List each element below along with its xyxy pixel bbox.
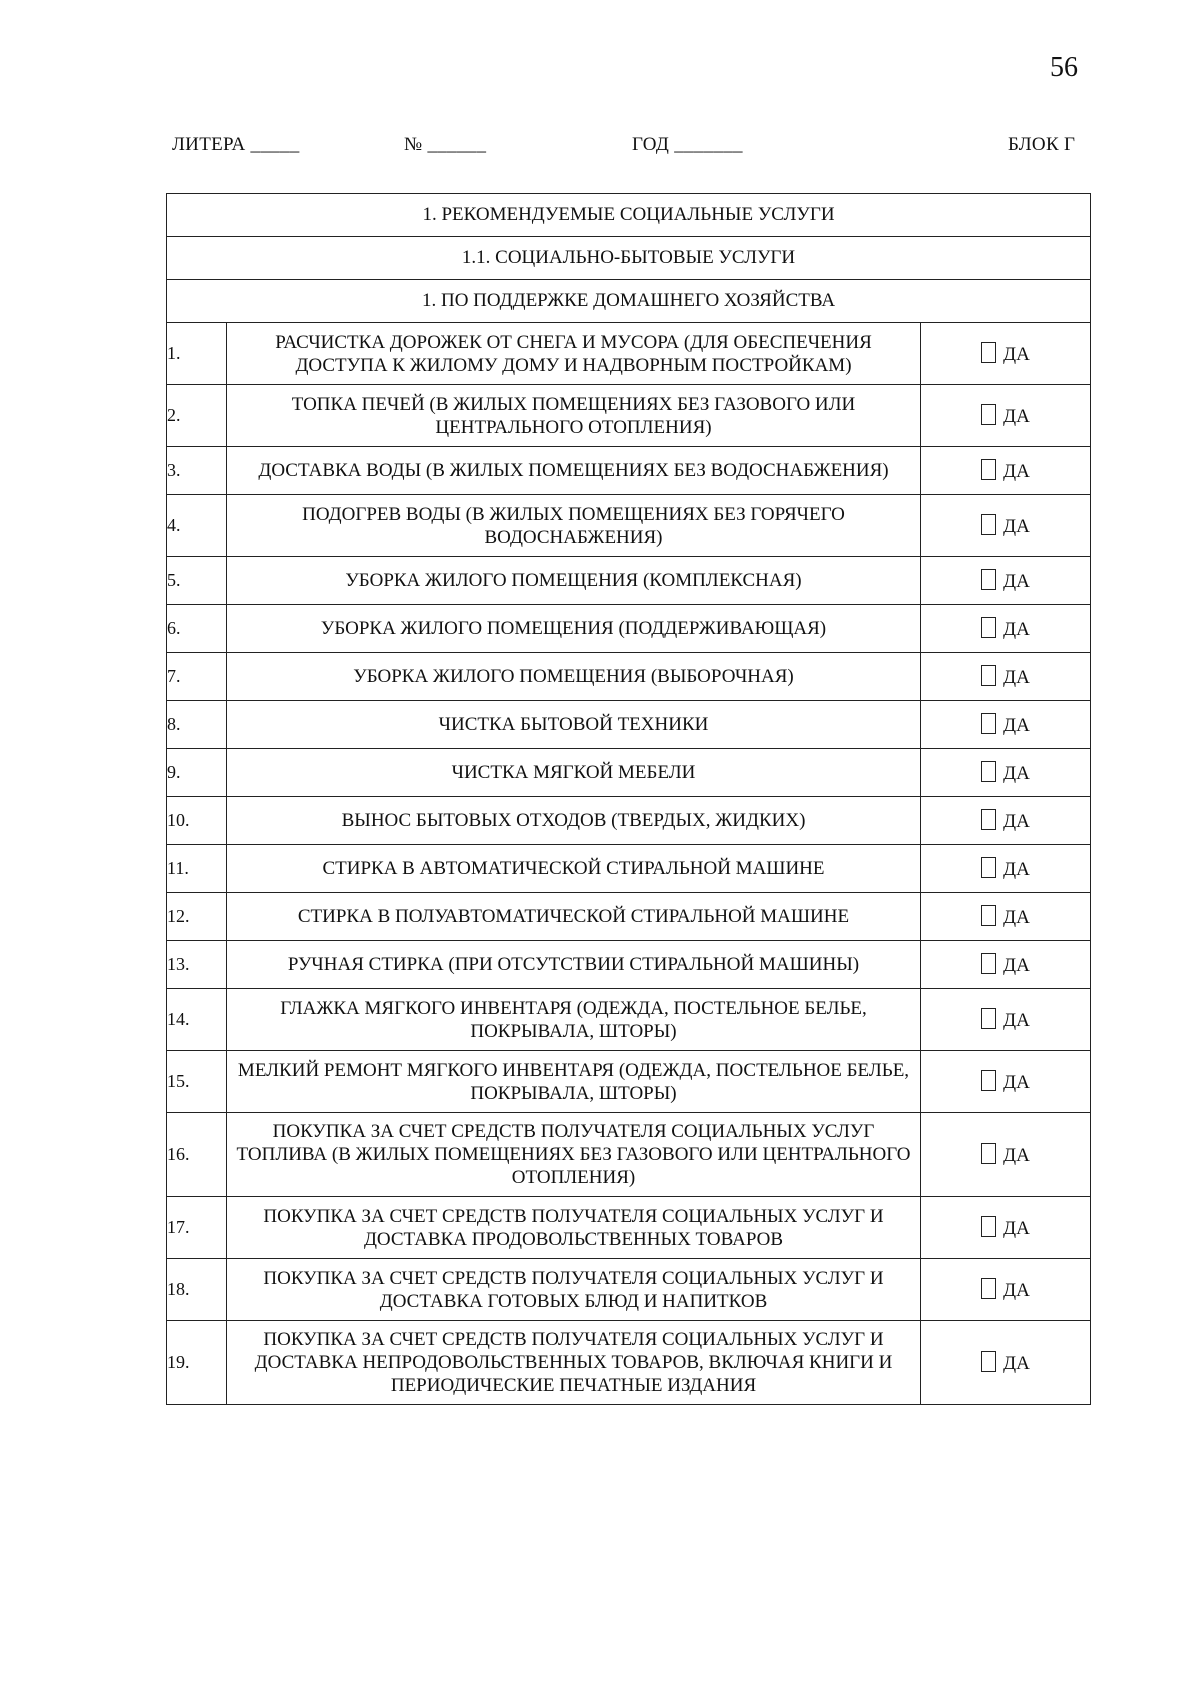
item-number: 4. [167,495,227,557]
yes-label: ДА [1003,618,1030,640]
yes-checkbox[interactable] [981,459,996,480]
table-row [167,1259,1091,1321]
section-group-row [167,280,1091,323]
yes-checkbox[interactable] [981,713,996,734]
answer-cell [921,557,1091,605]
yes-checkbox[interactable] [981,857,996,878]
item-number: 12. [167,893,227,941]
item-description: ПОКУПКА ЗА СЧЕТ СРЕДСТВ ПОЛУЧАТЕЛЯ СОЦИАЛЬНЫХ УСЛУГ И ДОСТАВКА НЕПРОДОВОЛЬСТВЕННЫХ ТОВАРОВ, ВКЛЮЧАЯ КНИГИ И ПЕРИОДИЧЕСКИЕ ПЕЧАТНЫЕ ИЗДАНИЯ [227,1321,921,1405]
yes-checkbox[interactable] [981,809,996,830]
item-description: ЧИСТКА МЯГКОЙ МЕБЕЛИ [227,749,921,797]
item-description: МЕЛКИЙ РЕМОНТ МЯГКОГО ИНВЕНТАРЯ (ОДЕЖДА, ПОСТЕЛЬНОЕ БЕЛЬЕ, ПОКРЫВАЛА, ШТОРЫ) [227,1051,921,1113]
yes-checkbox[interactable] [981,1008,996,1029]
yes-label: ДА [1003,762,1030,784]
answer-cell [921,797,1091,845]
item-number: 11. [167,845,227,893]
yes-checkbox[interactable] [981,1216,996,1237]
yes-checkbox[interactable] [981,1278,996,1299]
table-row [167,447,1091,495]
block-label: БЛОК Г [1008,134,1076,155]
yes-label: ДА [1003,954,1030,976]
answer-cell [921,605,1091,653]
litera-field: ЛИТЕРА _____ [172,134,300,155]
item-number: 3. [167,447,227,495]
item-number: 6. [167,605,227,653]
item-description: ПОДОГРЕВ ВОДЫ (В ЖИЛЫХ ПОМЕЩЕНИЯХ БЕЗ ГОРЯЧЕГО ВОДОСНАБЖЕНИЯ) [227,495,921,557]
table-row [167,385,1091,447]
answer-cell [921,1197,1091,1259]
section-subtitle: 1.1. СОЦИАЛЬНО-БЫТОВЫЕ УСЛУГИ [167,237,1091,280]
table-row [167,605,1091,653]
yes-checkbox[interactable] [981,342,996,363]
yes-checkbox[interactable] [981,1143,996,1164]
item-number: 9. [167,749,227,797]
section-subtitle-row [167,237,1091,280]
item-description: УБОРКА ЖИЛОГО ПОМЕЩЕНИЯ (ВЫБОРОЧНАЯ) [227,653,921,701]
page-number: 56 [1050,52,1078,83]
table-row [167,323,1091,385]
services-table [166,193,1091,1405]
table-row [167,495,1091,557]
item-description: СТИРКА В ПОЛУАВТОМАТИЧЕСКОЙ СТИРАЛЬНОЙ МАШИНЕ [227,893,921,941]
answer-cell [921,701,1091,749]
yes-checkbox[interactable] [981,1351,996,1372]
yes-checkbox[interactable] [981,569,996,590]
table-row [167,893,1091,941]
answer-cell [921,941,1091,989]
answer-cell [921,1321,1091,1405]
yes-label: ДА [1003,858,1030,880]
item-description: ГЛАЖКА МЯГКОГО ИНВЕНТАРЯ (ОДЕЖДА, ПОСТЕЛЬНОЕ БЕЛЬЕ, ПОКРЫВАЛА, ШТОРЫ) [227,989,921,1051]
item-number: 13. [167,941,227,989]
yes-checkbox[interactable] [981,617,996,638]
item-description: ПОКУПКА ЗА СЧЕТ СРЕДСТВ ПОЛУЧАТЕЛЯ СОЦИАЛЬНЫХ УСЛУГ И ДОСТАВКА ПРОДОВОЛЬСТВЕННЫХ ТОВАРОВ [227,1197,921,1259]
item-description: РУЧНАЯ СТИРКА (ПРИ ОТСУТСТВИИ СТИРАЛЬНОЙ МАШИНЫ) [227,941,921,989]
item-description: ДОСТАВКА ВОДЫ (В ЖИЛЫХ ПОМЕЩЕНИЯХ БЕЗ ВОДОСНАБЖЕНИЯ) [227,447,921,495]
item-number: 2. [167,385,227,447]
yes-checkbox[interactable] [981,514,996,535]
yes-label: ДА [1003,570,1030,592]
yes-label: ДА [1003,714,1030,736]
item-number: 16. [167,1113,227,1197]
item-number: 7. [167,653,227,701]
yes-label: ДА [1003,460,1030,482]
number-field: № ______ [404,134,487,155]
item-number: 14. [167,989,227,1051]
table-row [167,749,1091,797]
section-title: 1. РЕКОМЕНДУЕМЫЕ СОЦИАЛЬНЫЕ УСЛУГИ [167,194,1091,237]
yes-checkbox[interactable] [981,1070,996,1091]
table-row [167,797,1091,845]
table-row [167,845,1091,893]
item-number: 8. [167,701,227,749]
table-row [167,701,1091,749]
answer-cell [921,749,1091,797]
item-description: РАСЧИСТКА ДОРОЖЕК ОТ СНЕГА И МУСОРА (ДЛЯ ОБЕСПЕЧЕНИЯ ДОСТУПА К ЖИЛОМУ ДОМУ И НАДВОРНЫМ ПОСТРОЙКАМ) [227,323,921,385]
table-row [167,1197,1091,1259]
yes-checkbox[interactable] [981,404,996,425]
answer-cell [921,385,1091,447]
item-number: 18. [167,1259,227,1321]
table-row [167,557,1091,605]
yes-label: ДА [1003,405,1030,427]
answer-cell [921,845,1091,893]
item-description: СТИРКА В АВТОМАТИЧЕСКОЙ СТИРАЛЬНОЙ МАШИНЕ [227,845,921,893]
answer-cell [921,989,1091,1051]
item-number: 19. [167,1321,227,1405]
yes-label: ДА [1003,1009,1030,1031]
table-row [167,941,1091,989]
yes-checkbox[interactable] [981,761,996,782]
item-description: ПОКУПКА ЗА СЧЕТ СРЕДСТВ ПОЛУЧАТЕЛЯ СОЦИАЛЬНЫХ УСЛУГ ТОПЛИВА (В ЖИЛЫХ ПОМЕЩЕНИЯХ БЕЗ ГАЗОВОГО ИЛИ ЦЕНТРАЛЬНОГО ОТОПЛЕНИЯ) [227,1113,921,1197]
year-field: ГОД _______ [632,134,743,155]
yes-label: ДА [1003,1279,1030,1301]
table-row [167,1113,1091,1197]
yes-checkbox[interactable] [981,905,996,926]
section-title-row [167,194,1091,237]
answer-cell [921,495,1091,557]
item-number: 5. [167,557,227,605]
item-description: ЧИСТКА БЫТОВОЙ ТЕХНИКИ [227,701,921,749]
item-description: ТОПКА ПЕЧЕЙ (В ЖИЛЫХ ПОМЕЩЕНИЯХ БЕЗ ГАЗОВОГО ИЛИ ЦЕНТРАЛЬНОГО ОТОПЛЕНИЯ) [227,385,921,447]
yes-label: ДА [1003,515,1030,537]
yes-label: ДА [1003,810,1030,832]
table-row [167,989,1091,1051]
yes-label: ДА [1003,1352,1030,1374]
yes-checkbox[interactable] [981,665,996,686]
answer-cell [921,447,1091,495]
answer-cell [921,1113,1091,1197]
table-row [167,653,1091,701]
item-description: ПОКУПКА ЗА СЧЕТ СРЕДСТВ ПОЛУЧАТЕЛЯ СОЦИАЛЬНЫХ УСЛУГ И ДОСТАВКА ГОТОВЫХ БЛЮД И НАПИТКОВ [227,1259,921,1321]
item-description: УБОРКА ЖИЛОГО ПОМЕЩЕНИЯ (ПОДДЕРЖИВАЮЩАЯ) [227,605,921,653]
yes-checkbox[interactable] [981,953,996,974]
yes-label: ДА [1003,666,1030,688]
yes-label: ДА [1003,906,1030,928]
yes-label: ДА [1003,1217,1030,1239]
item-number: 17. [167,1197,227,1259]
answer-cell [921,1259,1091,1321]
yes-label: ДА [1003,1071,1030,1093]
answer-cell [921,1051,1091,1113]
item-number: 10. [167,797,227,845]
item-number: 1. [167,323,227,385]
item-description: ВЫНОС БЫТОВЫХ ОТХОДОВ (ТВЕРДЫХ, ЖИДКИХ) [227,797,921,845]
item-description: УБОРКА ЖИЛОГО ПОМЕЩЕНИЯ (КОМПЛЕКСНАЯ) [227,557,921,605]
answer-cell [921,323,1091,385]
table-row [167,1051,1091,1113]
yes-label: ДА [1003,343,1030,365]
answer-cell [921,893,1091,941]
table-row [167,1321,1091,1405]
answer-cell [921,653,1091,701]
section-group: 1. ПО ПОДДЕРЖКЕ ДОМАШНЕГО ХОЗЯЙСТВА [167,280,1091,323]
yes-label: ДА [1003,1144,1030,1166]
item-number: 15. [167,1051,227,1113]
